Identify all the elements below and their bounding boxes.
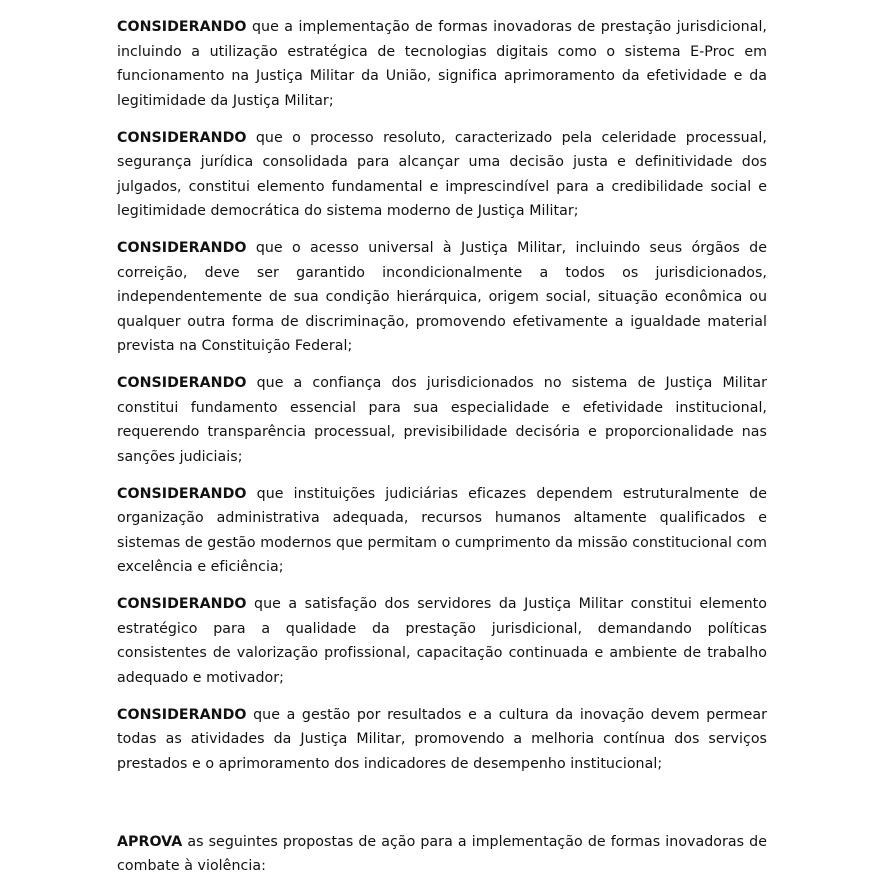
considerando-paragraph-3 <box>117 236 767 359</box>
considerando-keyword: CONSIDERANDO <box>117 19 247 35</box>
considerando-keyword: CONSIDERANDO <box>117 375 247 391</box>
document-body <box>117 15 767 891</box>
considerando-paragraph-6 <box>117 592 767 690</box>
considerando-text: que instituições judiciárias eficazes dependem estruturalmente de organização administrativa adequada, recursos humanos altamente qualificados e sistemas de gestão modernos que permitam o cumprimento da missão constitucional com excelência e eficiência; <box>117 485 767 575</box>
considerando-text: que a implementação de formas inovadoras de prestação jurisdicional, incluindo a utilização estratégica de tecnologias digitais como o sistema E-Proc em funcionamento na Justiça Militar da União, significa aprimoramento da efetividade e da legitimidade da Justiça Militar; <box>117 19 767 109</box>
considerando-keyword: CONSIDERANDO <box>117 485 247 502</box>
blank-space <box>117 789 767 830</box>
considerando-keyword: CONSIDERANDO <box>117 240 247 256</box>
considerando-paragraph-1 <box>117 15 767 113</box>
considerando-paragraph-4 <box>117 371 767 469</box>
considerando-text: que a confiança dos jurisdicionados no sistema de Justiça Militar constitui fundamento essencial para sua especialidade e efetividade institucional, requerendo transparência processual, previsibilidade decisória e proporcionalidade nas sanções judiciais; <box>117 375 767 465</box>
considerando-text: que o acesso universal à Justiça Militar, incluindo seus órgãos de correição, deve ser garantido incondicionalmente a todos os jurisdicionados, independentemente de sua condição hierárquica, origem social, situação econômica ou qualquer outra forma de discriminação, promovendo efetivamente a igualdade material prevista na Constituição Federal; <box>117 240 767 354</box>
considerando-keyword: CONSIDERANDO <box>117 706 247 723</box>
considerando-paragraph-7 <box>117 703 767 777</box>
aprova-paragraph <box>117 830 767 879</box>
considerando-text: que a gestão por resultados e a cultura da inovação devem permear todas as atividades da Justiça Militar, promovendo a melhoria contínua dos serviços prestados e o aprimoramento dos indicadores de desempenho institucional; <box>117 706 767 772</box>
considerando-paragraph-5 <box>117 482 767 580</box>
considerando-keyword: CONSIDERANDO <box>117 596 247 612</box>
aprova-keyword: APROVA <box>117 833 183 850</box>
considerando-text: que o processo resoluto, caracterizado pela celeridade processual, segurança jurídica consolidada para alcançar uma decisão justa e definitividade dos julgados, constitui elemento fundamental e imprescindível para a credibilidade social e legitimidade democrática do sistema moderno de Justiça Militar; <box>117 129 767 219</box>
considerando-paragraph-2 <box>117 126 767 224</box>
considerando-text: que a satisfação dos servidores da Justiça Militar constitui elemento estratégico para a qualidade da prestação jurisdicional, demandando políticas consistentes de valorização profissional, capacitação continuada e ambiente de trabalho adequado e motivador; <box>117 596 767 686</box>
aprova-text: as seguintes propostas de ação para a implementação de formas inovadoras de combate à violência: <box>117 833 767 874</box>
considerando-keyword: CONSIDERANDO <box>117 129 247 146</box>
